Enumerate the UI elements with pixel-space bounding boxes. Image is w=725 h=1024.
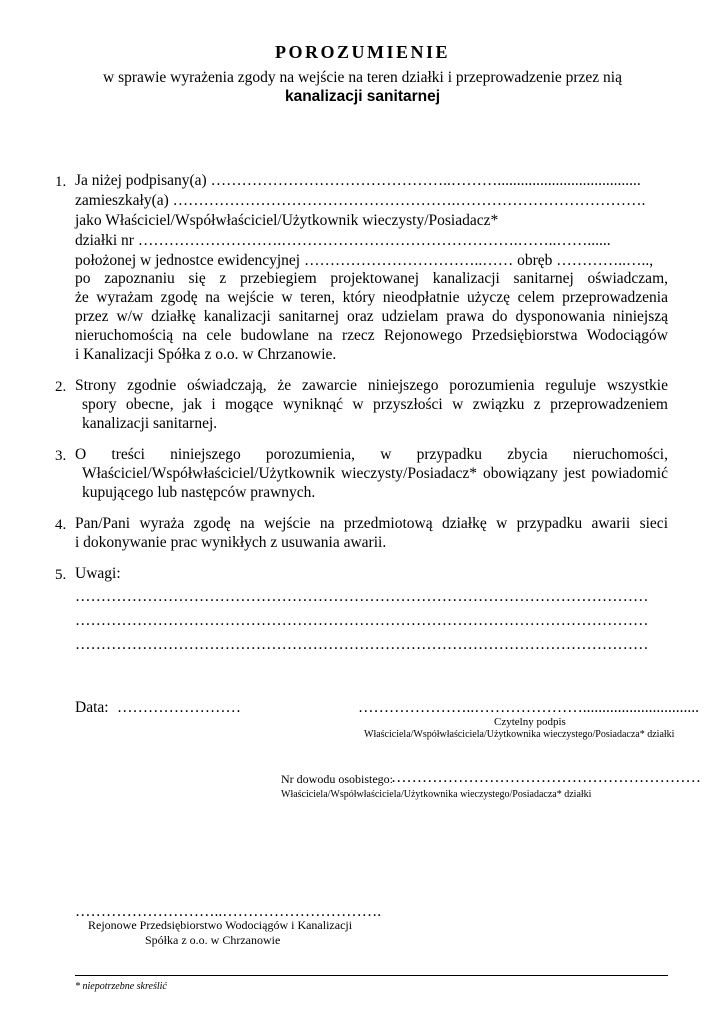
section-1-line: nieruchomością na cele budowlane na rzecz Rejonowego Przedsiębiorstwa Wodociągów xyxy=(75,327,668,344)
section-1-line: zamieszkały(a) ……………………………………………….………………………………. xyxy=(75,192,646,209)
section-1-line: że wyrażam zgodę na wejście w teren, który nieodpłatnie użyczę celem przeprowadzenia xyxy=(75,289,668,306)
section-1-line: położonej w jednostce ewidencyjnej ……………………………..…… obręb …………..….., xyxy=(75,252,654,269)
signature-field[interactable]: …………………..………………….............................. xyxy=(358,699,699,716)
footnote: * niepotrzebne skreślić xyxy=(75,981,167,992)
section-3-line: O treści niniejszego porozumienia, w przypadku zbycia nieruchomości, xyxy=(75,446,668,463)
section-4-line: Pan/Pani wyraża zgodę na wejście na przedmiotową działkę w przypadku awarii sieci xyxy=(75,515,668,532)
id-label: Nr dowodu osobistego: xyxy=(281,772,393,786)
signature-caption: Czytelny podpis xyxy=(494,716,566,728)
id-field[interactable]: …………………………………………………… xyxy=(391,769,701,786)
section-1-line: jako Właściciel/Współwłaściciel/Użytkownik wieczysty/Posiadacz* xyxy=(75,212,499,229)
section-3-number: 3. xyxy=(55,448,67,464)
section-2-line: kanalizacji sanitarnej. xyxy=(82,415,218,432)
section-4-line: i dokonywanie prac wynikłych z usuwania awarii. xyxy=(75,534,387,551)
document-subtitle: w sprawie wyrażenia zgody na wejście na teren działki i przeprowadzenie przez nią xyxy=(103,69,622,86)
remarks-field[interactable]: ………………………………………………………………………………………………… xyxy=(75,636,649,653)
signature-owner-caption: Właściciela/Współwłaściciela/Użytkownika wieczystego/Posiadacza* działki xyxy=(364,729,675,740)
date-field[interactable]: …………………… xyxy=(117,699,241,716)
section-3-line: Właściciel/Współwłaściciel/Użytkownik wieczysty/Posiadacz* obowiązany jest powiadomić xyxy=(82,465,668,482)
company-signature-field[interactable]: ………………………..…………………………. xyxy=(75,903,382,920)
document-title: POROZUMIENIE xyxy=(274,42,450,62)
company-name-line2: Spółka z o.o. w Chrzanowie xyxy=(145,933,281,947)
section-5-number: 5. xyxy=(55,567,67,583)
company-name-line1: Rejonowe Przedsiębiorstwo Wodociągów i Kanalizacji xyxy=(88,918,353,932)
section-1-line: przez w/w działkę kanalizacji sanitarnej oraz udzielam prawa do dysponowania niniejszą xyxy=(75,308,668,325)
section-2-line: Strony zgodnie oświadczają, że zawarcie niniejszego porozumienia reguluje wszystkie xyxy=(75,377,668,394)
footnote-divider xyxy=(75,975,668,976)
remarks-field[interactable]: ………………………………………………………………………………………………… xyxy=(75,612,649,629)
remarks-field[interactable]: ………………………………………………………………………………………………… xyxy=(75,588,649,605)
date-label: Data: xyxy=(75,699,109,716)
section-3-line: kupującego lub następców prawnych. xyxy=(82,484,316,501)
section-1-line: po zapoznaniu się z przebiegiem projektowanej kanalizacji sanitarnej oświadczam, xyxy=(75,270,668,287)
section-1-number: 1. xyxy=(55,174,67,190)
section-2-line: spory obecne, jak i mogące wyniknąć w przyszłości w związku z przeprowadzeniem xyxy=(82,396,668,413)
id-owner-caption: Właściciela/Współwłaściciela/Użytkownika wieczystego/Posiadacza* działki xyxy=(281,789,592,800)
section-4-number: 4. xyxy=(55,517,67,533)
section-1-line: Ja niżej podpisany(a) ………………………………………..………..................................... xyxy=(75,172,641,189)
section-1-line: i Kanalizacji Spółka z o.o. w Chrzanowie. xyxy=(75,346,337,363)
section-1-line: działki nr ……………………….……………………………………….……..……...... xyxy=(75,232,611,249)
remarks-label: Uwagi: xyxy=(75,565,121,582)
section-2-number: 2. xyxy=(55,379,67,395)
document-subtitle-bold: kanalizacji sanitarnej xyxy=(284,88,441,105)
